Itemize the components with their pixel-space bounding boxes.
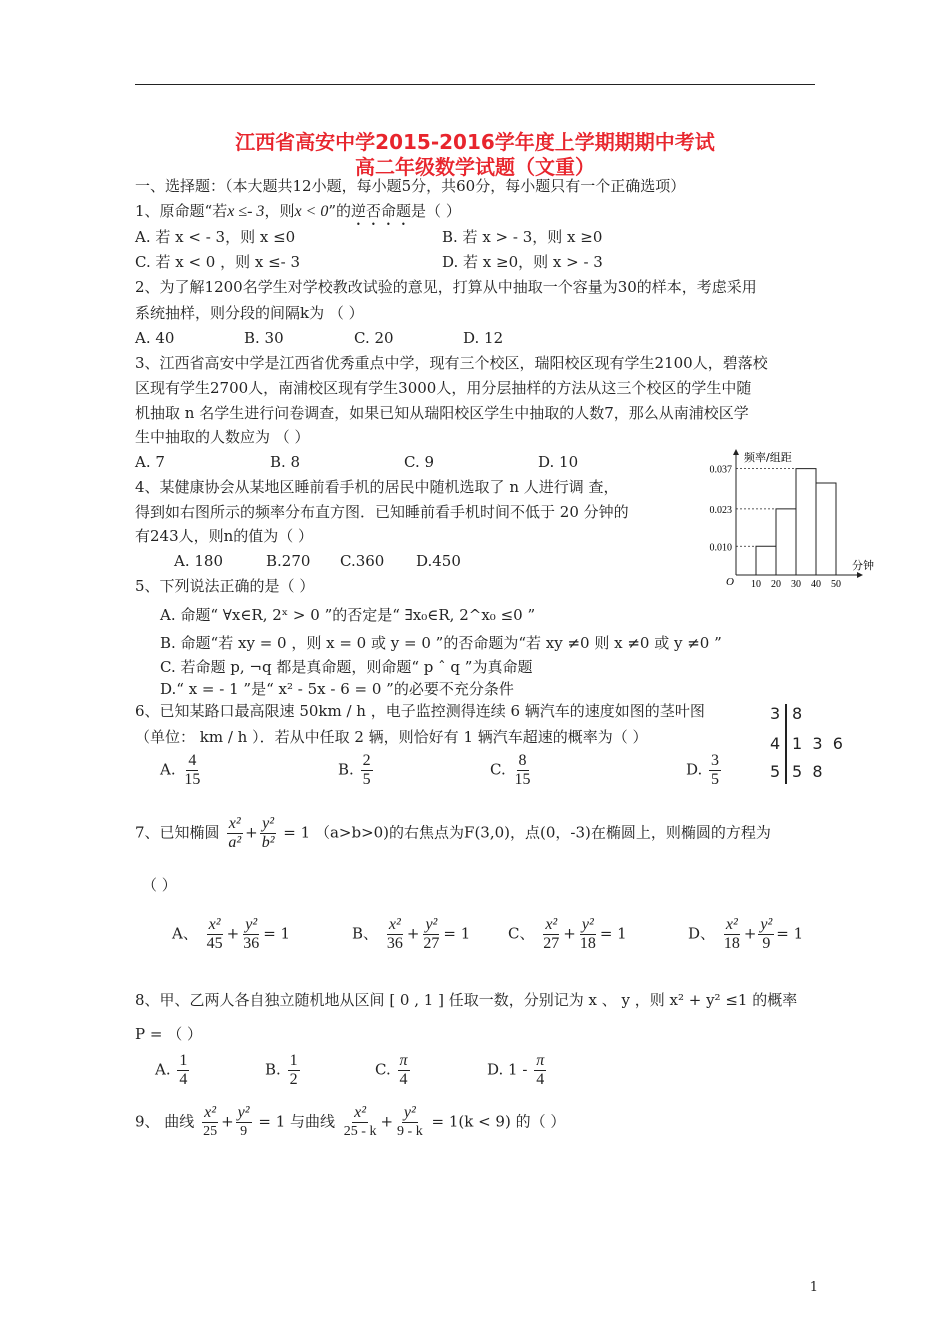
y-axis-arrow [733,449,739,455]
fraction: $\frac{\text{x²}}{45}$ [206,916,223,952]
fraction: $\frac{\text{y²}}{9}$ [760,916,773,952]
x-tick-label: 40 [811,579,821,590]
q9-stem: 9、 曲线 $\frac{\text{x²}}{25}$ + $\frac{\text{y²}}{9}$ = 1 与曲线 $\frac{\text{x²}}{25 - k}$ + $\frac{\text{y²}}{9 - k}$ = 1(k < 9) 的（ ） [135,1104,566,1139]
q8-option-b: B. $\frac{1}{2}$ [265,1052,298,1088]
y-tick-label: 0.023 [709,504,732,516]
header-rule [135,84,815,85]
fraction: $\frac{4}{15}$ [184,752,201,788]
q5-option-a: A. 命题“ ∀x∈R, 2ˣ > 0 ”的否定是“ ∃x₀∈R, 2^x₀ ≤0 ” [160,606,536,624]
q6-line2: （单位： km / h ）．若从中任取 2 辆，则恰好有 1 辆汽车超速的概率为（ ） [135,728,648,746]
q1-option-d: D. 若 x ≥0，则 x > - 3 [442,253,603,271]
q1-option-c: C. 若 x < 0 ，则 x ≤- 3 [135,253,301,271]
fraction: $\frac{2}{5}$ [362,752,371,788]
q8-option-a: A. $\frac{1}{4}$ [155,1052,188,1088]
q4-option-a: A. 180 [174,552,223,570]
fraction: $\frac{\text{x²}}{\text{a²}}$ [228,815,242,851]
dotted-emphasis: 逆否命题 [351,202,412,220]
leaf-row-4: 1 3 6 [792,734,843,753]
q8-line1: 8、甲、乙两人各自独立随机地从区间 [ 0 , 1 ] 任取一数，分别记为 x 、 y ，则 x² + y² ≤1 的概率 [135,991,798,1009]
q8-option-d: D. 1 - $\frac{\pi}{4}$ [487,1052,545,1088]
q1-option-a: A. 若 x < - 3，则 x ≤0 [135,228,296,246]
y-axis-label: 频率/组距 [744,451,792,464]
q3-line1: 3、江西省高安中学是江西省优秀重点中学，现有三个校区，瑞阳校区现有学生2100人，碧落校 [135,354,768,372]
histogram-bar [796,469,816,575]
q3-option-a: A. 7 [135,453,165,471]
fraction: $\frac{\text{x²}}{18}$ [723,916,740,952]
q5-stem: 5、下列说法正确的是（ ） [135,577,315,595]
q7-option-c: C、 $\frac{\text{x²}}{27}$ + $\frac{\text{y²}}{18}$ = 1 [508,916,627,952]
q3-line2: 区现有学生2700人，南浦校区现有学生3000人，用分层抽样的方法从这三个校区的学生中随 [135,379,752,397]
x-tick-label: 20 [771,579,781,590]
q2-option-c: C. 20 [354,329,394,347]
histogram-bar [776,509,796,575]
q2-option-d: D. 12 [463,329,504,347]
x-axis-arrow [857,572,863,578]
stem-row-5: 5 [770,762,781,781]
x-tick-label: 10 [751,579,761,590]
q2-line2: 系统抽样，则分段的间隔k为 （ ） [135,304,364,322]
q1-stem: 1、原命题“若x ≤- 3，则x < 0”的逆否命题是（ ） [135,202,461,220]
q5-option-d: D.“ x = - 1 ”是“ x² - 5x - 6 = 0 ”的必要不充分条件 [160,680,514,698]
x-axis-label: 分钟 [852,559,874,572]
q3-option-d: D. 10 [538,453,579,471]
q3-option-c: C. 9 [404,453,435,471]
histogram-plot [710,449,875,590]
q3-line4: 生中抽取的人数应为 （ ） [135,428,310,446]
q7-stem: 7、已知椭圆 $\frac{\text{x²}}{\text{a²}}$ + $\frac{\text{y²}}{\text{b²}}$ = 1 （a>b>0)的右焦点为F(3,0)，点(0，-3)在椭圆上，则椭圆的方程为 [135,815,771,851]
q6-option-d: D. $\frac{3}{5}$ [686,752,720,788]
q4-option-b: B.270 [266,552,311,570]
fraction: $\frac{\text{x²}}{25 - k}$ [343,1104,377,1139]
x-tick-label: 30 [791,579,801,590]
fraction: $\frac{\text{x²}}{25}$ [203,1104,218,1139]
q8-line2: P = （ ） [135,1025,202,1043]
q3-line3: 机抽取 n 名学生进行问卷调查，如果已知从瑞阳校区学生中抽取的人数7，那么从南浦校区学 [135,404,749,422]
q2-option-a: A. 40 [135,329,175,347]
fraction: $\frac{\text{x²}}{27}$ [543,916,560,952]
q4-line2: 得到如右图所示的频率分布直方图．已知睡前看手机时间不低于 20 分钟的 [135,503,629,521]
fraction: $\frac{1}{4}$ [179,1052,188,1088]
q3-option-b: B. 8 [270,453,301,471]
q5-option-c: C. 若命题 p, ¬q 都是真命题，则命题“ p ˆ q ”为真命题 [160,658,533,676]
q4-option-c: C.360 [340,552,385,570]
stem-row-4: 4 [770,734,781,753]
fraction: $\frac{8}{15}$ [514,752,531,788]
q2-option-b: B. 30 [244,329,284,347]
page-number: 1 [809,1280,818,1295]
fraction: $\frac{3}{5}$ [711,752,720,788]
fraction: $\frac{\pi}{4}$ [399,1052,408,1088]
stem-leaf-divider [785,704,787,784]
q2-line1: 2、为了解1200名学生对学校教改试验的意见，打算从中抽取一个容量为30的样本，考虑采用 [135,278,757,296]
histogram-bar [756,546,776,575]
y-tick-label: 0.037 [709,464,732,476]
stem-row-3: 3 [770,704,781,723]
q4-option-d: D.450 [416,552,461,570]
fraction: $\frac{\text{y²}}{9 - k}$ [397,1104,423,1139]
origin-label: O [726,576,734,588]
fraction: $\frac{\text{y²}}{18}$ [579,916,596,952]
page-subtitle: 高二年级数学试题（文重） [355,155,595,179]
histogram-bar [816,483,836,575]
x-tick-label: 50 [831,579,841,590]
fraction: $\frac{1}{2}$ [289,1052,298,1088]
leaf-row-5: 5 8 [792,762,823,781]
q7-option-d: D、 $\frac{\text{x²}}{18}$ + $\frac{\text{y²}}{9}$ = 1 [688,916,804,952]
section-heading: 一、选择题：（本大题共12小题，每小题5分，共60分，每小题只有一个正确选项） [135,177,686,195]
q6-option-b: B. $\frac{2}{5}$ [338,752,371,788]
y-tick-label: 0.010 [709,542,732,554]
fraction: $\frac{\text{y²}}{36}$ [243,916,260,952]
q6-option-a: A. $\frac{4}{15}$ [160,752,201,788]
fraction: $\frac{\text{x²}}{36}$ [386,916,403,952]
fraction: $\frac{\pi}{4}$ [536,1052,545,1088]
page-title: 江西省高安中学2015-2016学年度上学期期期中考试 [235,130,715,154]
q7-paren: （ ） [142,876,177,894]
fraction: $\frac{\text{y²}}{9}$ [237,1104,250,1139]
q1-option-b: B. 若 x > - 3，则 x ≥0 [442,228,603,246]
q7-option-b: B、 $\frac{\text{x²}}{36}$ + $\frac{\text{y²}}{27}$ = 1 [352,916,471,952]
stem-leaf-plot [768,702,858,788]
q7-option-a: A、 $\frac{\text{x²}}{45}$ + $\frac{\text{y²}}{36}$ = 1 [172,916,291,952]
q8-option-c: C. $\frac{\pi}{4}$ [375,1052,408,1088]
histogram-chart [700,445,880,595]
q6-option-c: C. $\frac{8}{15}$ [490,752,531,788]
fraction: $\frac{\text{y²}}{27}$ [423,916,440,952]
leaf-row-3: 8 [792,704,803,723]
fraction: $\frac{\text{y²}}{\text{b²}}$ [261,815,275,851]
q4-line1: 4、某健康协会从某地区睡前看手机的居民中随机选取了 n 人进行调 查， [135,478,619,496]
q5-option-b: B. 命题“若 xy = 0 ，则 x = 0 或 y = 0 ”的否命题为“若 xy ≠0 则 x ≠0 或 y ≠0 ” [160,634,722,652]
q6-line1: 6、已知某路口最高限速 50km / h ，电子监控测得连续 6 辆汽车的速度如图的茎叶图 [135,702,705,720]
q4-line3: 有243人，则n的值为（ ） [135,527,314,545]
